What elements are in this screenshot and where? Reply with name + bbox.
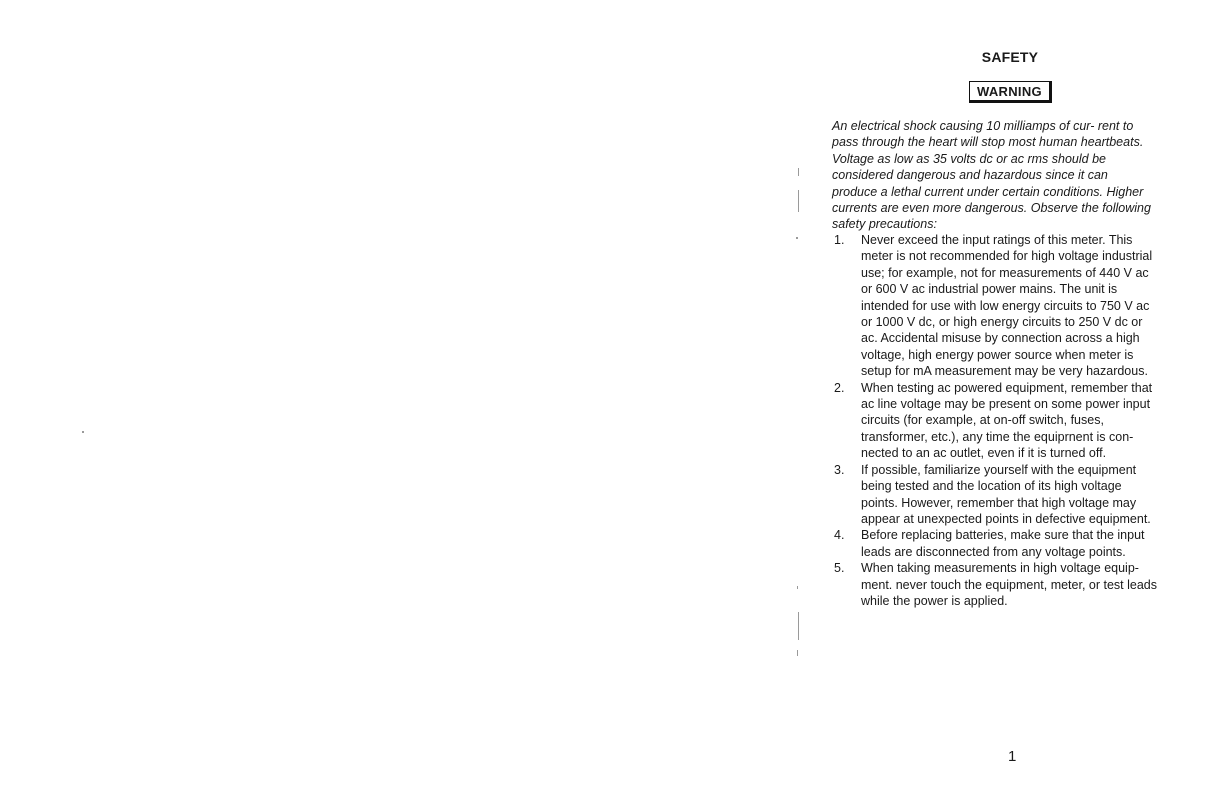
scan-artifact xyxy=(797,650,798,656)
page-number: 1 xyxy=(1008,748,1017,765)
precaution-item xyxy=(832,380,1202,462)
precaution-item xyxy=(832,232,1202,380)
intro-line: considered dangerous and hazardous since it can xyxy=(832,168,1108,183)
precaution-line: When testing ac powered equipment, remember that xyxy=(861,380,1153,395)
warning-intro-paragraph xyxy=(832,118,1192,233)
precaution-line: Before replacing batteries, make sure that the input xyxy=(861,528,1145,543)
scan-artifact xyxy=(797,586,798,589)
precaution-item xyxy=(832,462,1202,528)
precaution-line: leads are disconnected from any voltage points. xyxy=(861,544,1126,559)
precaution-line: Never exceed the input ratings of this meter. This xyxy=(861,233,1133,247)
intro-line: Voltage as low as 35 volts dc or ac rms should be xyxy=(832,151,1106,166)
precaution-line: meter is not recommended for high voltage industrial xyxy=(861,249,1153,264)
precaution-line: When taking measurements in high voltage equip- xyxy=(861,561,1139,576)
precaution-line: voltage, high energy power source when meter is xyxy=(861,347,1134,362)
scan-artifact xyxy=(798,168,799,176)
safety-precautions-list xyxy=(832,232,1202,609)
precaution-item xyxy=(832,527,1202,560)
precaution-line: If possible, familiarize yourself with the equipment xyxy=(861,462,1137,477)
precaution-line: appear at unexpected points in defective equipment. xyxy=(861,511,1151,526)
intro-line: An electrical shock causing 10 milliamps of cur- rent to xyxy=(832,119,1134,133)
precaution-number: 2. xyxy=(834,380,845,395)
precaution-line: being tested and the location of its high voltage xyxy=(861,479,1122,494)
precaution-number: 1. xyxy=(834,233,845,247)
scan-artifact xyxy=(82,431,84,433)
precaution-line: use; for example, not for measurements of 440 V ac xyxy=(861,265,1149,280)
precaution-line: while the power is applied. xyxy=(861,593,1008,608)
precaution-line: intended for use with low energy circuits to 750 V ac xyxy=(861,298,1150,313)
precaution-line: setup for mA measurement may be very hazardous. xyxy=(861,364,1148,379)
precaution-line: nected to an ac outlet, even if it is turned off. xyxy=(861,446,1107,461)
precaution-number: 5. xyxy=(834,561,845,576)
precaution-line: transformer, etc.), any time the equiprnent is con- xyxy=(861,429,1134,444)
precaution-line: ac line voltage may be present on some power input xyxy=(861,397,1151,412)
intro-line: pass through the heart will stop most human heartbeats. xyxy=(832,135,1144,150)
precaution-line: ment. never touch the equipment, meter, or test leads xyxy=(861,577,1157,592)
precaution-line: or 1000 V dc, or high energy circuits to 250 V dc or xyxy=(861,315,1143,330)
precaution-number: 3. xyxy=(834,462,845,477)
scan-artifact xyxy=(796,237,798,239)
warning-label: WARNING xyxy=(969,81,1052,103)
intro-line: produce a lethal current under certain conditions. Higher xyxy=(832,184,1144,199)
precaution-line: or 600 V ac industrial power mains. The unit is xyxy=(861,282,1118,297)
page-title: SAFETY xyxy=(981,49,1039,65)
precaution-line: circuits (for example, at on-off switch, fuses, xyxy=(861,413,1104,428)
intro-line: safety precautions: xyxy=(832,217,937,232)
precaution-item xyxy=(832,560,1202,609)
precaution-number: 4. xyxy=(834,528,845,543)
scan-artifact xyxy=(798,190,799,212)
intro-line: currents are even more dangerous. Observe the following xyxy=(832,201,1151,216)
precaution-line: points. However, remember that high voltage may xyxy=(861,495,1137,510)
scan-artifact xyxy=(798,612,799,640)
precaution-line: ac. Accidental misuse by connection across a high xyxy=(861,331,1140,346)
